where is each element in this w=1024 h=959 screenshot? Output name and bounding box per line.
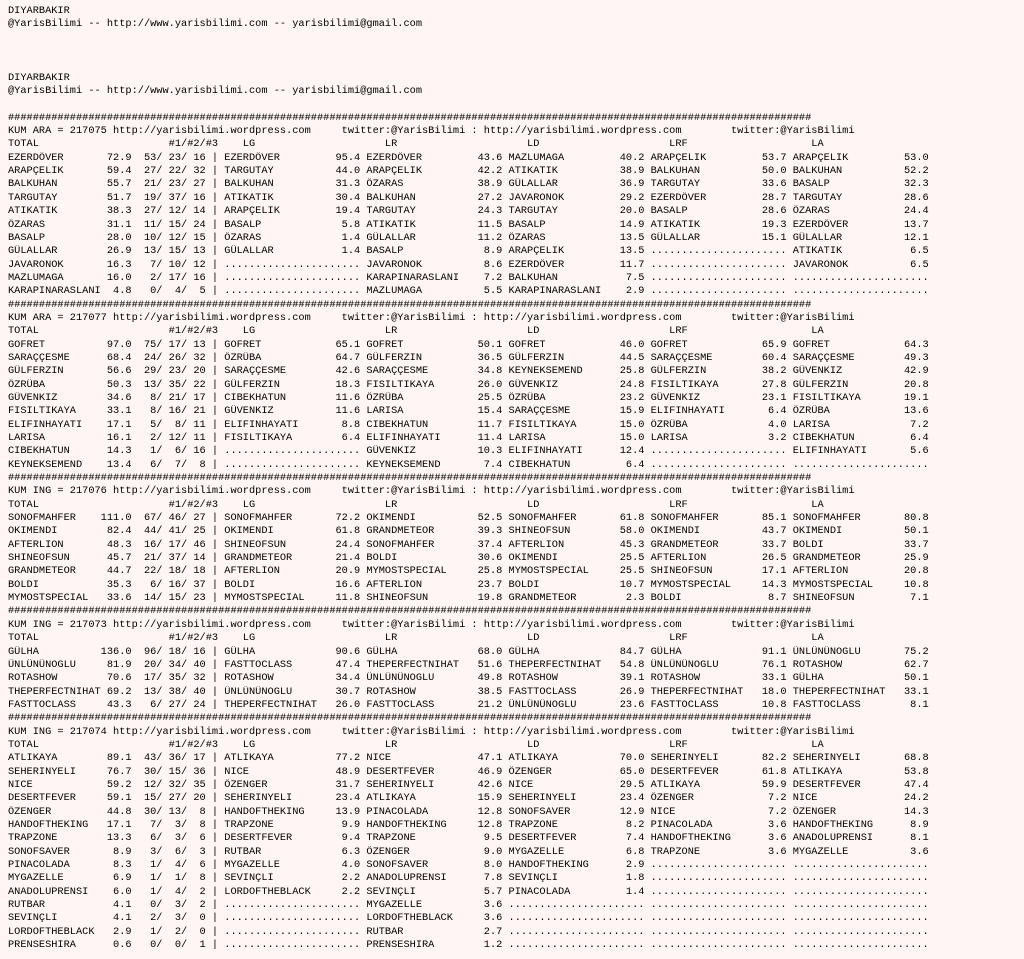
text-line: KUM ING = 217076 http://yarisbilimi.wordpress.com twitter:@YarisBilimi : http://yarisbilimi.wordpress.com twitter:@YarisBilimi (8, 485, 855, 498)
text-line: ################################################################################################################################## (8, 111, 812, 124)
text-line: ARAPÇELIK 59.4 27/ 22/ 32 | TARGUTAY 44.0 ARAPÇELIK 42.2 ATIKATIK 38.9 BALKUHAN 50.0 BALKUHAN 52.2 (8, 165, 929, 178)
text-line: CIBEKHATUN 14.3 1/ 6/ 16 | ...................... GÜVENKIZ 10.3 ELIFINHAYATI 12.4 ...................... ELIFINHAYATI 5.6 (8, 445, 929, 458)
text-line: MAZLUMAGA 16.0 2/ 17/ 16 | ...................... KARAPINARASLANI 7.2 BALKUHAN 7.5 ...................... ...................... (8, 271, 929, 284)
text-line: TARGUTAY 51.7 19/ 37/ 16 | ATIKATIK 30.4 BALKUHAN 27.2 JAVARONOK 29.2 EZERDÖVER 28.7 TARGUTAY 28.6 (8, 191, 929, 204)
text-line: GOFRET 97.0 75/ 17/ 13 | GOFRET 65.1 GOFRET 50.1 GOFRET 46.0 GOFRET 65.9 GOFRET 64.3 (8, 338, 929, 351)
text-line: BALKUHAN 55.7 21/ 23/ 27 | BALKUHAN 31.3 ÖZARAS 38.9 GÜLALLAR 36.9 TARGUTAY 33.6 BASALP 32.3 (8, 178, 929, 191)
text-line: DIYARBAKIR (8, 5, 70, 17)
text-line: TRAPZONE 13.3 6/ 3/ 6 | DESERTFEVER 9.4 TRAPZONE 9.5 DESERTFEVER 7.4 HANDOFTHEKING 3.6 ANADOLUPRENSI 8.1 (8, 832, 929, 845)
text-line: TOTAL #1/#2/#3 LG LR LD LRF LA (8, 138, 824, 151)
text-line: ################################################################################################################################## (8, 472, 812, 485)
text-line: BASALP 28.0 10/ 12/ 15 | ÖZARAS 1.4 GÜLALLAR 11.2 ÖZARAS 13.5 GÜLALLAR 15.1 GÜLALLAR 12.1 (8, 231, 929, 244)
text-line: TOTAL #1/#2/#3 LG LR LD LRF LA (8, 738, 824, 751)
text-line: SONOFMAHFER 111.0 67/ 46/ 27 | SONOFMAHFER 72.2 OKIMENDI 52.5 SONOFMAHFER 61.8 SONOFMAHFER 85.1 SONOFMAHFER 80.8 (8, 512, 929, 525)
text-line: HANDOFTHEKING 17.1 7/ 3/ 8 | TRAPZONE 9.9 HANDOFTHEKING 12.8 TRAPZONE 8.2 PINACOLADA 3.6 HANDOFTHEKING 8.9 (8, 818, 929, 831)
text-line: FASTTOCLASS 43.3 6/ 27/ 24 | THEPERFECTNIHAT 26.0 FASTTOCLASS 21.2 ÜNLÜNÜNOGLU 23.6 FASTTOCLASS 10.8 FASTTOCLASS 8.1 (8, 698, 929, 711)
text-line: SEVINÇLI 4.1 2/ 3/ 0 | ...................... LORDOFTHEBLACK 3.6 ...................... ...................... ...................... (8, 912, 929, 925)
text-line: ROTASHOW 70.6 17/ 35/ 32 | ROTASHOW 34.4 ÜNLÜNÜNOGLU 49.8 ROTASHOW 39.1 ROTASHOW 33.1 GÜLHA 50.1 (8, 672, 929, 685)
text-line: PRENSESHIRA 0.6 0/ 0/ 1 | ...................... PRENSESHIRA 1.2 ...................... ...................... ...................... (8, 939, 929, 952)
text-line: GÜVENKIZ 34.6 8/ 21/ 17 | CIBEKHATUN 11.6 ÖZRÜBA 25.5 ÖZRÜBA 23.2 GÜVENKIZ 23.1 FISILTIKAYA 19.1 (8, 391, 929, 404)
text-line: ÖZRÜBA 50.3 13/ 35/ 22 | GÜLFERZIN 18.3 FISILTIKAYA 26.0 GÜVENKIZ 24.8 FISILTIKAYA 27.8 GÜLFERZIN 20.8 (8, 378, 929, 391)
text-line: DIYARBAKIR (8, 71, 70, 84)
text-line: ÖZARAS 31.1 11/ 15/ 24 | BASALP 5.8 ATIKATIK 11.5 BASALP 14.9 ATIKATIK 19.3 EZERDÖVER 13.7 (8, 218, 929, 231)
text-line: SHINEOFSUN 45.7 21/ 37/ 14 | GRANDMETEOR 21.4 BOLDI 30.6 OKIMENDI 25.5 AFTERLION 26.5 GRANDMETEOR 25.9 (8, 552, 929, 565)
text-line: GÜLHA 136.0 96/ 18/ 16 | GÜLHA 90.6 GÜLHA 68.0 GÜLHA 84.7 GÜLHA 91.1 ÜNLÜNÜNOGLU 75.2 (8, 645, 929, 658)
text-line: KUM ING = 217074 http://yarisbilimi.wordpress.com twitter:@YarisBilimi : http://yarisbilimi.wordpress.com twitter:@YarisBilimi (8, 725, 855, 738)
text-line: GRANDMETEOR 44.7 22/ 18/ 18 | AFTERLION 20.9 MYMOSTSPECIAL 25.8 MYMOSTSPECIAL 25.5 SHINEOFSUN 17.1 AFTERLION 20.8 (8, 565, 929, 578)
text-line: MYGAZELLE 6.9 1/ 1/ 8 | SEVINÇLI 2.2 ANADOLUPRENSI 7.8 SEVINÇLI 1.8 ...................... ...................... (8, 872, 929, 885)
text-line: ################################################################################################################################## (8, 298, 812, 311)
text-line: SONOFSAVER 8.9 3/ 6/ 3 | RUTBAR 6.3 ÖZENGER 9.0 MYGAZELLE 6.8 TRAPZONE 3.6 MYGAZELLE 3.6 (8, 845, 929, 858)
text-line: AFTERLION 48.3 16/ 17/ 46 | SHINEOFSUN 24.4 SONOFMAHFER 37.4 AFTERLION 45.3 GRANDMETEOR 33.7 BOLDI 33.7 (8, 538, 929, 551)
text-line: ÖZENGER 44.8 30/ 13/ 8 | HANDOFTHEKING 13.9 PINACOLADA 12.8 SONOFSAVER 12.9 NICE 7.2 ÖZENGER 14.3 (8, 805, 929, 818)
text-line: ANADOLUPRENSI 6.0 1/ 4/ 2 | LORDOFTHEBLACK 2.2 SEVINÇLI 5.7 PINACOLADA 1.4 ...................... ...................... (8, 885, 929, 898)
text-line: KEYNEKSEMEND 13.4 6/ 7/ 8 | ...................... KEYNEKSEMEND 7.4 CIBEKHATUN 6.4 ...................... ...................... (8, 458, 929, 471)
text-line (8, 98, 1024, 111)
text-line: FISILTIKAYA 33.1 8/ 16/ 21 | GÜVENKIZ 11.6 LARISA 15.4 SARAÇÇESME 15.9 ELIFINHAYATI 6.4 ÖZRÜBA 13.6 (8, 405, 929, 418)
text-line: TOTAL #1/#2/#3 LG LR LD LRF LA (8, 325, 824, 338)
text-line: EZERDÖVER 72.9 53/ 23/ 16 | EZERDÖVER 95.4 EZERDÖVER 43.6 MAZLUMAGA 40.2 ARAPÇELIK 53.7 ARAPÇELIK 53.0 (8, 151, 929, 164)
text-line: ################################################################################################################################## (8, 712, 812, 725)
text-line: GÜLALLAR 26.9 13/ 15/ 13 | GÜLALLAR 1.4 BASALP 8.9 ARAPÇELIK 13.5 ...................... ATIKATIK 6.5 (8, 245, 929, 258)
text-line: KARAPINARASLANI 4.8 0/ 4/ 5 | ...................... MAZLUMAGA 5.5 KARAPINARASLANI 2.9 ...................... ...................... (8, 285, 929, 298)
text-line: @YarisBilimi -- http://www.yarisbilimi.com -- yarisbilimi@gmail.com (8, 18, 423, 31)
text-line: KUM ARA = 217077 http://yarisbilimi.wordpress.com twitter:@YarisBilimi : http://yarisbilimi.wordpress.com twitter:@YarisBilimi (8, 311, 855, 324)
text-line (8, 45, 1024, 58)
text-line: ATLIKAYA 89.1 43/ 36/ 17 | ATLIKAYA 77.2 NICE 47.1 ATLIKAYA 70.0 SEHERINYELI 82.2 SEHERINYELI 68.8 (8, 752, 929, 765)
text-line: PINACOLADA 8.3 1/ 4/ 6 | MYGAZELLE 4.0 SONOFSAVER 8.0 HANDOFTHEKING 2.9 ...................... ...................... (8, 859, 929, 871)
text-line: BOLDI 35.3 6/ 16/ 37 | BOLDI 16.6 AFTERLION 23.7 BOLDI 10.7 MYMOSTSPECIAL 14.3 MYMOSTSPECIAL 10.8 (8, 578, 929, 591)
text-line: LORDOFTHEBLACK 2.9 1/ 2/ 0 | ...................... RUTBAR 2.7 ...................... ...................... ...................... (8, 925, 929, 938)
text-line: SEHERINYELI 76.7 30/ 15/ 36 | NICE 48.9 DESERTFEVER 46.9 ÖZENGER 65.0 DESERTFEVER 61.8 ATLIKAYA 53.8 (8, 765, 929, 778)
text-line: ATIKATIK 38.3 27/ 12/ 14 | ARAPÇELIK 19.4 TARGUTAY 24.3 TARGUTAY 20.0 BASALP 28.6 ÖZARAS 24.4 (8, 205, 929, 218)
text-line: NICE 59.2 12/ 32/ 35 | ÖZENGER 31.7 SEHERINYELI 42.6 NICE 29.5 ATLIKAYA 59.9 DESERTFEVER 47.4 (8, 778, 929, 791)
text-line: JAVARONOK 16.3 7/ 10/ 12 | ...................... JAVARONOK 8.6 EZERDÖVER 11.7 ...................... JAVARONOK 6.5 (8, 258, 929, 271)
text-line (8, 58, 1024, 71)
text-line: RUTBAR 4.1 0/ 3/ 2 | ...................... MYGAZELLE 3.6 ...................... ...................... ...................... (8, 899, 929, 912)
text-line: GÜLFERZIN 56.6 29/ 23/ 20 | SARAÇÇESME 42.6 SARAÇÇESME 34.8 KEYNEKSEMEND 25.8 GÜLFERZIN 38.2 GÜVENKIZ 42.9 (8, 365, 929, 378)
text-line: DESERTFEVER 59.1 15/ 27/ 20 | SEHERINYELI 23.4 ATLIKAYA 15.9 SEHERINYELI 23.4 ÖZENGER 7.2 NICE 24.2 (8, 792, 929, 805)
text-line: @YarisBilimi -- http://www.yarisbilimi.com -- yarisbilimi@gmail.com (8, 85, 423, 98)
text-line: LARISA 16.1 2/ 12/ 11 | FISILTIKAYA 6.4 ELIFINHAYATI 11.4 LARISA 15.0 LARISA 3.2 CIBEKHATUN 6.4 (8, 432, 929, 444)
text-line: THEPERFECTNIHAT 69.2 13/ 38/ 40 | ÜNLÜNÜNOGLU 30.7 ROTASHOW 38.5 FASTTOCLASS 26.9 THEPERFECTNIHAT 18.0 THEPERFECTNIHAT 33.1 (8, 685, 929, 698)
text-line: ÜNLÜNÜNOGLU 81.9 20/ 34/ 40 | FASTTOCLASS 47.4 THEPERFECTNIHAT 51.6 THEPERFECTNIHAT 54.8 ÜNLÜNÜNOGLU 76.1 ROTASHOW 62.7 (8, 658, 929, 671)
text-line: KUM ARA = 217075 http://yarisbilimi.wordpress.com twitter:@YarisBilimi : http://yarisbilimi.wordpress.com twitter:@YarisBilimi (8, 125, 855, 138)
text-line: KUM ING = 217073 http://yarisbilimi.wordpress.com twitter:@YarisBilimi : http://yarisbilimi.wordpress.com twitter:@YarisBilimi (8, 618, 855, 631)
text-line (8, 32, 1024, 45)
text-line: ################################################################################################################################## (8, 605, 812, 618)
text-line: TOTAL #1/#2/#3 LG LR LD LRF LA (8, 498, 824, 511)
text-line: MYMOSTSPECIAL 33.6 14/ 15/ 23 | MYMOSTSPECIAL 11.8 SHINEOFSUN 19.8 GRANDMETEOR 2.3 BOLDI 8.7 SHINEOFSUN 7.1 (8, 592, 929, 605)
text-line: ELIFINHAYATI 17.1 5/ 8/ 11 | ELIFINHAYATI 8.8 CIBEKHATUN 11.7 FISILTIKAYA 15.0 ÖZRÜBA 4.0 LARISA 7.2 (8, 418, 929, 431)
text-line: OKIMENDI 82.4 44/ 41/ 25 | OKIMENDI 61.8 GRANDMETEOR 39.3 SHINEOFSUN 58.0 OKIMENDI 43.7 OKIMENDI 50.1 (8, 525, 929, 538)
text-line: TOTAL #1/#2/#3 LG LR LD LRF LA (8, 632, 824, 645)
text-line: SARAÇÇESME 68.4 24/ 26/ 32 | ÖZRÜBA 64.7 GÜLFERZIN 36.5 GÜLFERZIN 44.5 SARAÇÇESME 60.4 SARAÇÇESME 49.3 (8, 351, 929, 364)
